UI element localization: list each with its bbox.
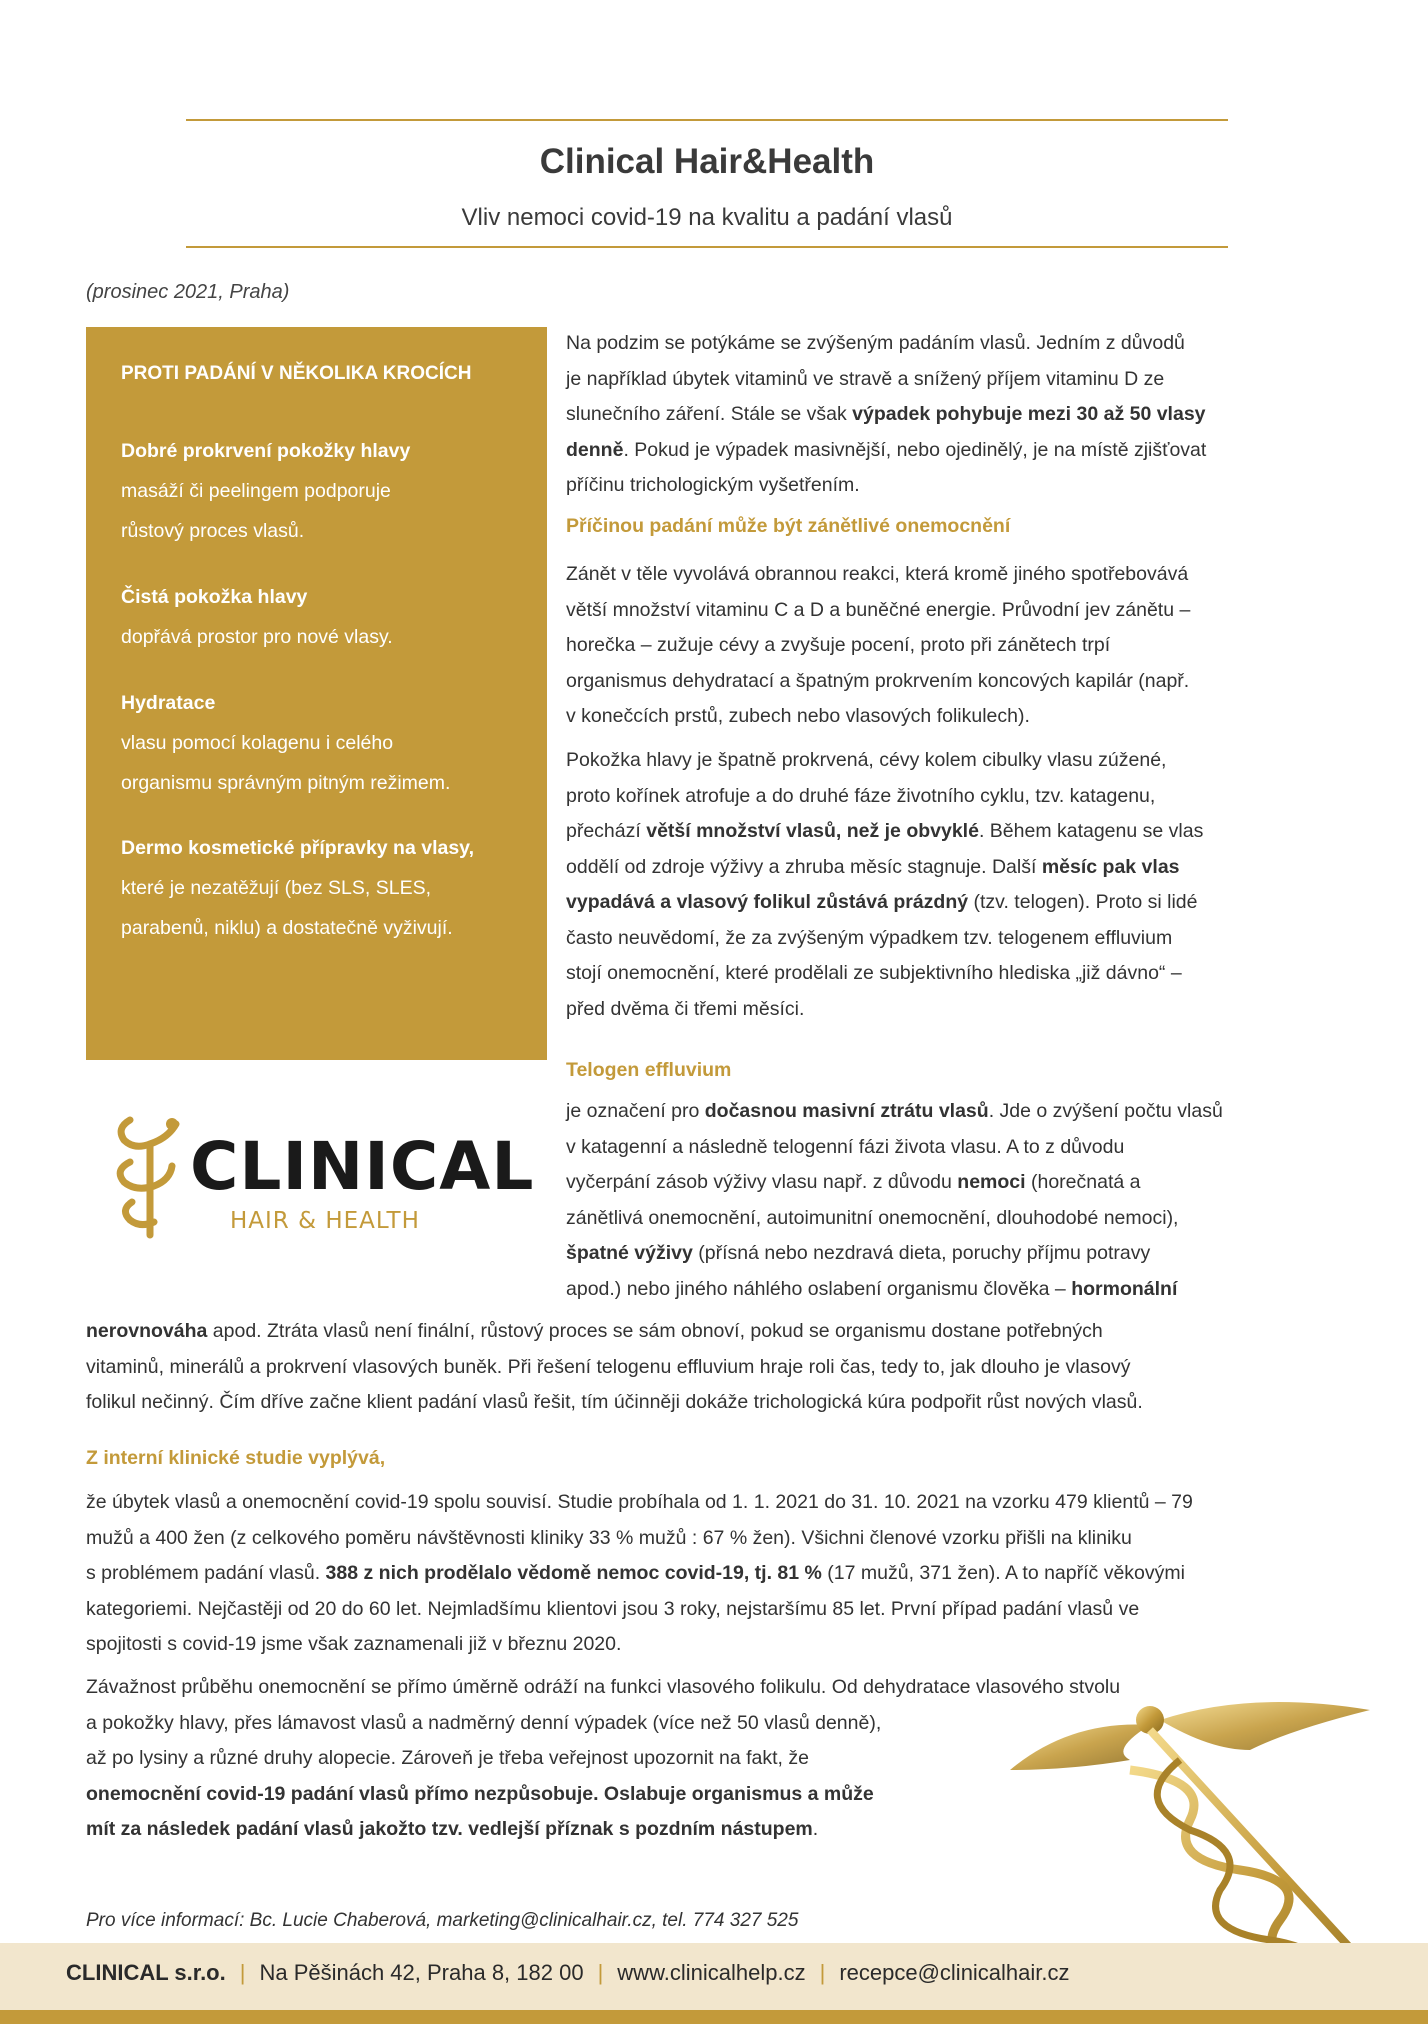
- caduceus-logo-icon: [110, 1110, 190, 1240]
- text-span: . Jde o zvýšení počtu vlasů: [988, 1100, 1223, 1122]
- text-bold: měsíc pak vlas: [1041, 855, 1180, 878]
- text-span: přechází: [566, 820, 647, 842]
- footer-accent-line: [0, 2010, 1428, 2024]
- sidebar-box: [86, 327, 547, 1060]
- sidebar-item: [121, 828, 531, 948]
- footer-separator: |: [239, 1960, 246, 1985]
- page-title: Clinical Hair&Health: [539, 142, 875, 181]
- text-line: Na podzim se potýkáme se zvýšeným padáním vlasů. Jedním z důvodů: [566, 332, 1185, 354]
- page-subtitle: Vliv nemoci covid-19 na kvalitu a padání vlasů: [461, 204, 953, 231]
- footer-separator: |: [597, 1960, 604, 1985]
- clinical-logo: [110, 1110, 535, 1240]
- sidebar-item-text: masáží či peelingem podporuje: [121, 480, 391, 502]
- text-bold: denně: [566, 438, 624, 461]
- footer-company: CLINICAL s.r.o.: [66, 1960, 226, 1985]
- sidebar-item-title: Dermo kosmetické přípravky na vlasy,: [121, 837, 474, 859]
- study-paragraph-1: [86, 1485, 1326, 1663]
- text-bold: mít za následek padání vlasů jakožto tzv. vedlejší příznak s pozdním nástupem: [86, 1818, 813, 1840]
- sidebar-item-text: parabenů, niklu) a dostatečně vyživují.: [121, 917, 453, 939]
- header-rule-bottom: [186, 246, 1228, 248]
- text-span: s problémem padání vlasů.: [86, 1562, 326, 1584]
- text-bold: větší množství vlasů, než je obvyklé: [646, 820, 979, 842]
- text-bold: výpadek pohybuje mezi 30 až 50 vlasy: [852, 403, 1206, 425]
- text-line: až po lysiny a různé druhy alopecie. Zároveň je třeba veřejnost upozornit na fakt, že: [86, 1747, 809, 1769]
- text-line: horečka – zužuje cévy a zvyšuje pocení, proto při zánětech trpí: [566, 634, 1111, 656]
- text-line: [566, 814, 1306, 850]
- text-line: [566, 1272, 1306, 1308]
- text-span: apod. Ztráta vlasů není finální, růstový proces se sám obnoví, pokud se organismu dostane potřebných: [207, 1320, 1103, 1342]
- text-span: . Pokud je výpadek masivnější, nebo ojedinělý, je na místě zjišťovat: [623, 438, 1207, 461]
- text-line: kategoriemi. Nejčastěji od 20 do 60 let. Nejmladšímu klientovi jsou 3 roky, nejstaršímu 85 let. První případ padání vlasů ve: [86, 1597, 1140, 1620]
- text-line: proto kořínek atrofuje a do druhé fáze životního cyklu, tzv. katagenu,: [566, 784, 1156, 807]
- sidebar-item-title: Hydratace: [121, 692, 216, 714]
- text-span: oddělí od zdroje výživy a zhruba měsíc stagnuje. Další: [566, 855, 1042, 878]
- text-bold: špatné výživy: [566, 1242, 693, 1264]
- text-line: mužů a 400 žen (z celkového poměru návštěvnosti kliniky 33 % mužů : 67 % žen). Všichni členové vzorku přišli na kliniku: [86, 1526, 1132, 1549]
- sidebar-item-text: růstový proces vlasů.: [121, 520, 305, 542]
- inflammation-paragraph-2: [566, 743, 1306, 1027]
- text-line: vitaminů, minerálů a prokrvení vlasových buněk. Při řešení telogenu effluvium hraje roli čas, tedy to, jak dlouho je vlasový: [86, 1355, 1131, 1378]
- logo-tagline: HAIR & HEALTH: [230, 1208, 420, 1234]
- intro-paragraph: [566, 326, 1306, 504]
- text-line: často neuvědomí, že za zvýšeným výpadkem tzv. telogenem effluvium: [566, 926, 1173, 949]
- telogen-paragraph: [566, 1094, 1306, 1307]
- text-bold: onemocnění covid-19 padání vlasů přímo nezpůsobuje. Oslabuje organismus a může: [86, 1782, 874, 1805]
- footer-email-link[interactable]: recepce@clinicalhair.cz: [839, 1960, 1070, 1985]
- text-bold: 388 z nich prodělalo vědomě nemoc covid-19, tj. 81 %: [325, 1562, 822, 1584]
- date-location: (prosinec 2021, Praha): [86, 281, 290, 303]
- text-span: .: [812, 1818, 819, 1840]
- text-line: stojí onemocnění, které prodělali ze subjektivního hlediska „již dávno“ –: [566, 962, 1182, 984]
- text-line: a pokožky hlavy, přes lámavost vlasů a nadměrný denní výpadek (více než 50 vlasů denně),: [86, 1711, 882, 1734]
- sidebar-item: [121, 683, 531, 803]
- sidebar-item-text: které je nezatěžují (bez SLS, SLES,: [121, 877, 432, 899]
- text-span: je označení pro: [566, 1100, 705, 1122]
- text-line: [566, 1094, 1306, 1130]
- contact-info: Pro více informací: Bc. Lucie Chaberová, marketing@clinicalhair.cz, tel. 774 327 525: [86, 1910, 799, 1931]
- text-span: slunečního záření. Stále se však: [566, 403, 853, 425]
- footer-address: Na Pěšinách 42, Praha 8, 182 00: [259, 1960, 584, 1985]
- text-line: folikul nečinný. Čím dříve začne klient padání vlasů řešit, tím účinněji dokáže trichologická kúra podpořit růst nových vlasů.: [86, 1391, 1143, 1413]
- text-bold: nemoci: [957, 1171, 1026, 1193]
- text-line: Zánět v těle vyvolává obrannou reakci, která kromě jiného spotřebovává: [566, 563, 1189, 585]
- text-line: [566, 850, 1306, 886]
- text-line: Závažnost průběhu onemocnění se přímo úměrně odráží na funkci vlasového folikulu. Od dehydratace vlasového stvolu: [86, 1676, 1121, 1698]
- text-span: (přísná nebo nezdravá dieta, poruchy příjmu potravy: [692, 1242, 1151, 1264]
- sidebar-heading: PROTI PADÁNÍ V NĚKOLIKA KROCÍCH: [121, 363, 472, 384]
- text-line: příčinu trichologickým vyšetřením.: [566, 474, 860, 496]
- sidebar-item-title: Čistá pokožka hlavy: [121, 586, 308, 608]
- text-span: (horečnatá a: [1025, 1171, 1141, 1193]
- text-line: [566, 397, 1306, 433]
- section-heading-study: Z interní klinické studie vyplývá,: [86, 1447, 386, 1469]
- inflammation-paragraph-1: [566, 557, 1306, 735]
- text-span: (17 mužů, 371 žen). A to napříč věkovými: [821, 1562, 1185, 1584]
- text-line: větší množství vitaminu C a D a buněčné energie. Průvodní jev zánětu –: [566, 598, 1191, 621]
- text-bold: nerovnováha: [86, 1320, 208, 1342]
- telogen-paragraph-continued: [86, 1314, 1326, 1421]
- sidebar-item: [121, 577, 531, 657]
- footer-separator: |: [819, 1960, 826, 1985]
- text-bold: vypadává a vlasový folikul zůstává prázdný: [566, 891, 969, 913]
- text-span: vyčerpání zásob výživy vlasu např. z důvodu: [566, 1171, 958, 1193]
- header-rule-top: [186, 119, 1228, 121]
- sidebar-item-text: vlasu pomocí kolagenu i celého: [121, 732, 394, 754]
- sidebar-item-title: Dobré prokrvení pokožky hlavy: [121, 440, 411, 462]
- text-line: [566, 1165, 1306, 1201]
- text-bold: hormonální: [1071, 1277, 1178, 1300]
- sidebar-item-text: dopřává prostor pro nové vlasy.: [121, 626, 393, 648]
- text-line: [86, 1556, 1326, 1592]
- sidebar-item: [121, 431, 531, 551]
- text-line: [566, 885, 1306, 921]
- text-line: zánětlivá onemocnění, autoimunitní onemocnění, dlouhodobé nemoci),: [566, 1206, 1179, 1229]
- footer: [66, 1960, 1070, 1986]
- section-heading-telogen: Telogen effluvium: [566, 1059, 732, 1081]
- text-line: je například úbytek vitaminů ve stravě a snížený příjem vitaminu D ze: [566, 367, 1165, 390]
- text-line: [566, 1236, 1306, 1272]
- text-line: spojitosti s covid-19 jsme však zaznamenali již v březnu 2020.: [86, 1633, 622, 1655]
- text-span: (tzv. telogen). Proto si lidé: [968, 891, 1198, 913]
- footer-website-link[interactable]: www.clinicalhelp.cz: [617, 1960, 806, 1985]
- section-heading-inflammation: Příčinou padání může být zánětlivé onemocnění: [566, 515, 1011, 537]
- text-line: před dvěma či třemi měsíci.: [566, 997, 805, 1020]
- text-line: v konečcích prstů, zubech nebo vlasových folikulech).: [566, 705, 1030, 727]
- text-line: [566, 433, 1306, 469]
- text-line: organismus dehydratací a špatným prokrvením koncových kapilár (např.: [566, 669, 1190, 692]
- text-line: v katagenní a následně telogenní fázi života vlasu. A to z důvodu: [566, 1135, 1125, 1158]
- logo-wordmark: CLINICAL: [190, 1128, 535, 1205]
- sidebar-item-text: organismu správným pitným režimem.: [121, 772, 451, 794]
- text-line: že úbytek vlasů a onemocnění covid-19 spolu souvisí. Studie probíhala od 1. 1. 2021 do 31. 10. 2021 na vzorku 479 klientů – 79: [86, 1491, 1193, 1513]
- text-span: . Během katagenu se vlas: [978, 820, 1204, 842]
- text-span: apod.) nebo jiného náhlého oslabení organismu člověka –: [566, 1277, 1072, 1300]
- text-line: Pokožka hlavy je špatně prokrvená, cévy kolem cibulky vlasu zúžené,: [566, 749, 1167, 771]
- text-line: [86, 1314, 1326, 1350]
- text-bold: dočasnou masivní ztrátu vlasů: [704, 1100, 989, 1122]
